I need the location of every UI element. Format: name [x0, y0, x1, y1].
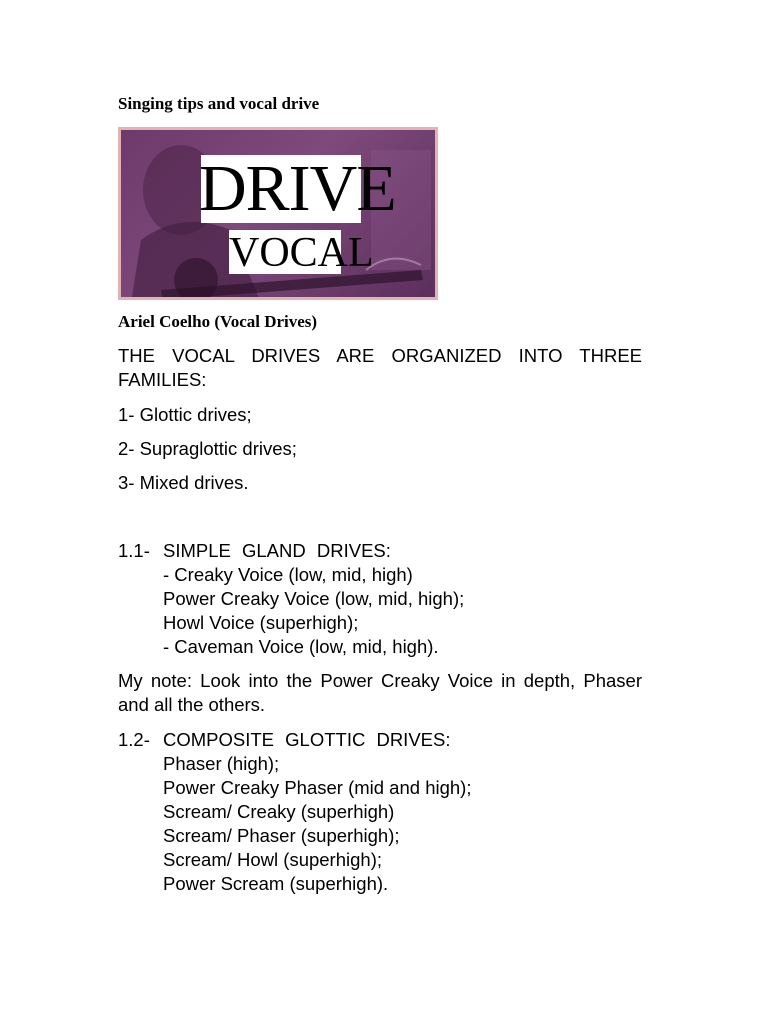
section-number: 1.2-: [118, 729, 150, 750]
section-label: COMPOSITE GLOTTIC DRIVES:: [163, 729, 451, 750]
section-heading-composite: [118, 728, 450, 752]
family-item: 2- Supraglottic drives;: [118, 438, 297, 459]
banner-vocal-word: VOCAL: [229, 230, 374, 276]
list-item: - Caveman Voice (low, mid, high).: [163, 636, 439, 657]
section-label: SIMPLE GLAND DRIVES:: [163, 540, 391, 561]
section-number: 1.1-: [118, 540, 150, 561]
document-title: Singing tips and vocal drive: [118, 94, 320, 113]
section-heading-simple: [118, 539, 391, 563]
list-item: Scream/ Phaser (superhigh);: [163, 825, 400, 846]
section-list-simple: [163, 563, 464, 659]
list-item: Scream/ Howl (superhigh);: [163, 849, 382, 870]
banner-drive-word: DRIVE: [199, 152, 396, 225]
intro-paragraph: THE VOCAL DRIVES ARE ORGANIZED INTO THREE FAMILIES:: [118, 345, 642, 390]
list-item: Howl Voice (superhigh);: [163, 612, 359, 633]
section-list-composite: [163, 752, 471, 896]
author-line: Ariel Coelho (Vocal Drives): [118, 312, 318, 331]
list-item: Scream/ Creaky (superhigh): [163, 801, 395, 822]
banner-image: [118, 127, 438, 300]
family-item: 3- Mixed drives.: [118, 472, 249, 493]
list-item: Power Scream (superhigh).: [163, 873, 389, 894]
list-item: Power Creaky Voice (low, mid, high);: [163, 588, 465, 609]
list-item: Phaser (high);: [163, 753, 280, 774]
list-item: Power Creaky Phaser (mid and high);: [163, 777, 472, 798]
note-paragraph: My note: Look into the Power Creaky Voice in depth, Phaser and all the others.: [118, 670, 642, 715]
list-item: - Creaky Voice (low, mid, high): [163, 564, 413, 585]
family-item: 1- Glottic drives;: [118, 404, 252, 425]
